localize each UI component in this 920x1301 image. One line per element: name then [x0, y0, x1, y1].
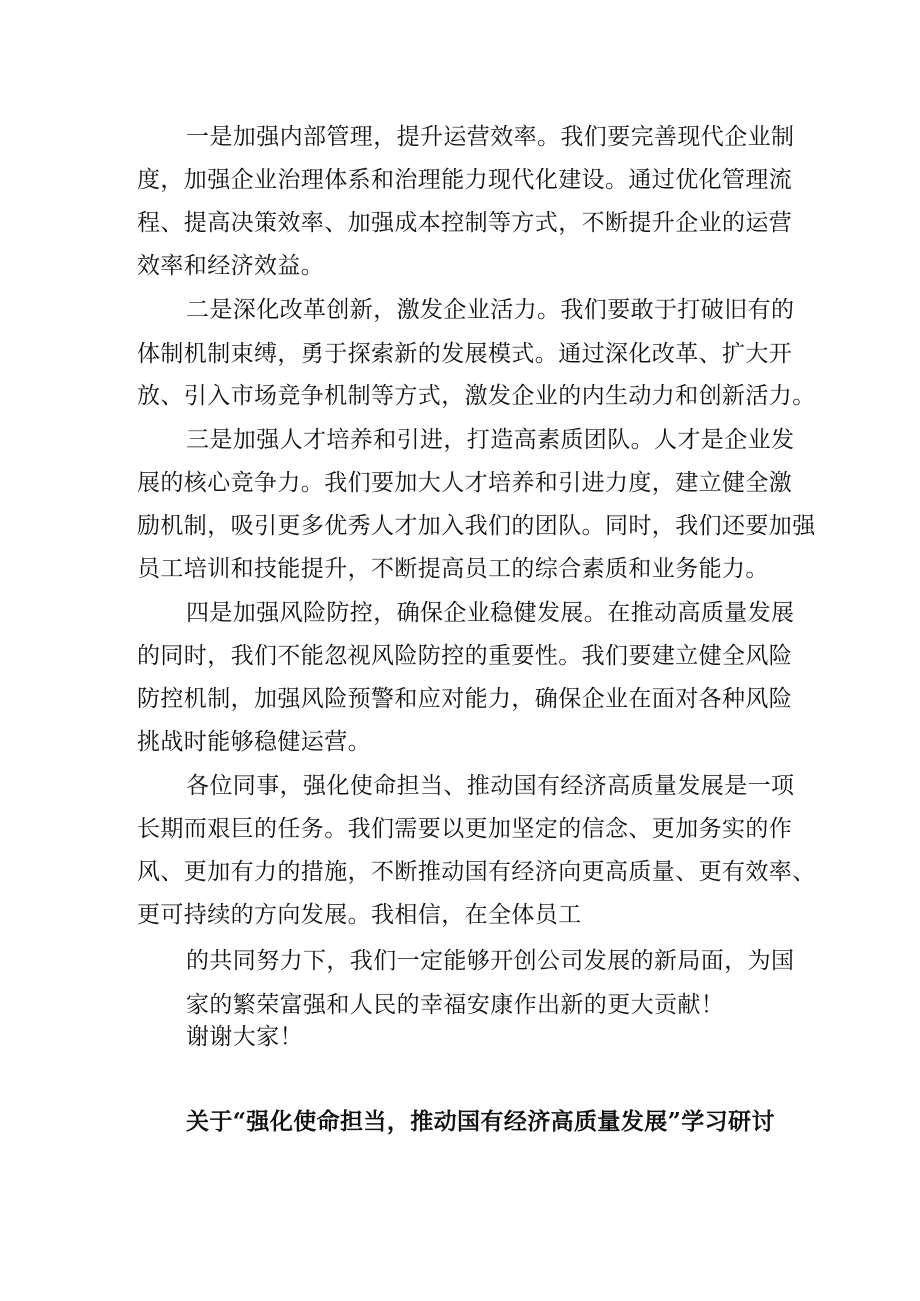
- text-line: 长期而艰巨的任务。我们需要以更加坚定的信念、更加务实的作: [137, 816, 793, 842]
- text-line: 员工培训和技能提升，不断提高员工的综合素质和业务能力。: [137, 556, 769, 582]
- text-line: 度，加强企业治理体系和治理能力现代化建设。通过优化管理流: [137, 167, 793, 193]
- text-line: 的共同努力下，我们一定能够开创公司发展的新局面，为国: [186, 948, 795, 974]
- text-line: 三是加强人才培养和引进，打造高素质团队。人才是企业发: [186, 427, 795, 453]
- text-line: 一是加强内部管理，提升运营效率。我们要完善现代企业制: [186, 124, 795, 150]
- text-line: 励机制，吸引更多优秀人才加入我们的团队。同时，我们还要加强: [137, 513, 816, 539]
- text-line: 效率和经济效益。: [137, 253, 325, 279]
- text-line: 展的核心竞争力。我们要加大人才培养和引进力度，建立健全激: [137, 470, 793, 496]
- text-line: 更可持续的方向发展。我相信，在全体员工: [137, 902, 582, 928]
- text-line: 家的繁荣富强和人民的幸福安康作出新的更大贡献！: [186, 992, 725, 1018]
- text-line: 挑战时能够稳健运营。: [137, 729, 371, 755]
- text-line: 的同时，我们不能忽视风险防控的重要性。我们要建立健全风险: [137, 643, 793, 669]
- text-line: 各位同事，强化使命担当、推动国有经济高质量发展是一项: [186, 773, 795, 799]
- text-line: 防控机制，加强风险预警和应对能力，确保企业在面对各种风险: [137, 686, 793, 712]
- text-line: 放、引入市场竞争机制等方式，激发企业的内生动力和创新活力。: [137, 383, 816, 409]
- text-line: 谢谢大家！: [186, 1024, 303, 1050]
- text-line: 二是深化改革创新，激发企业活力。我们要敢于打破旧有的: [186, 297, 795, 323]
- text-line: 体制机制束缚，勇于探索新的发展模式。通过深化改革、扩大开: [137, 341, 793, 367]
- text-line: 程、提高决策效率、加强成本控制等方式，不断提升企业的运营: [137, 210, 793, 236]
- text-line: 四是加强风险防控，确保企业稳健发展。在推动高质量发展: [186, 600, 795, 626]
- next-section-title: 关于“强化使命担当，推动国有经济高质量发展”学习研讨: [186, 1108, 775, 1135]
- text-line: 风、更加有力的措施，不断推动国有经济向更高质量、更有效率、: [137, 859, 816, 885]
